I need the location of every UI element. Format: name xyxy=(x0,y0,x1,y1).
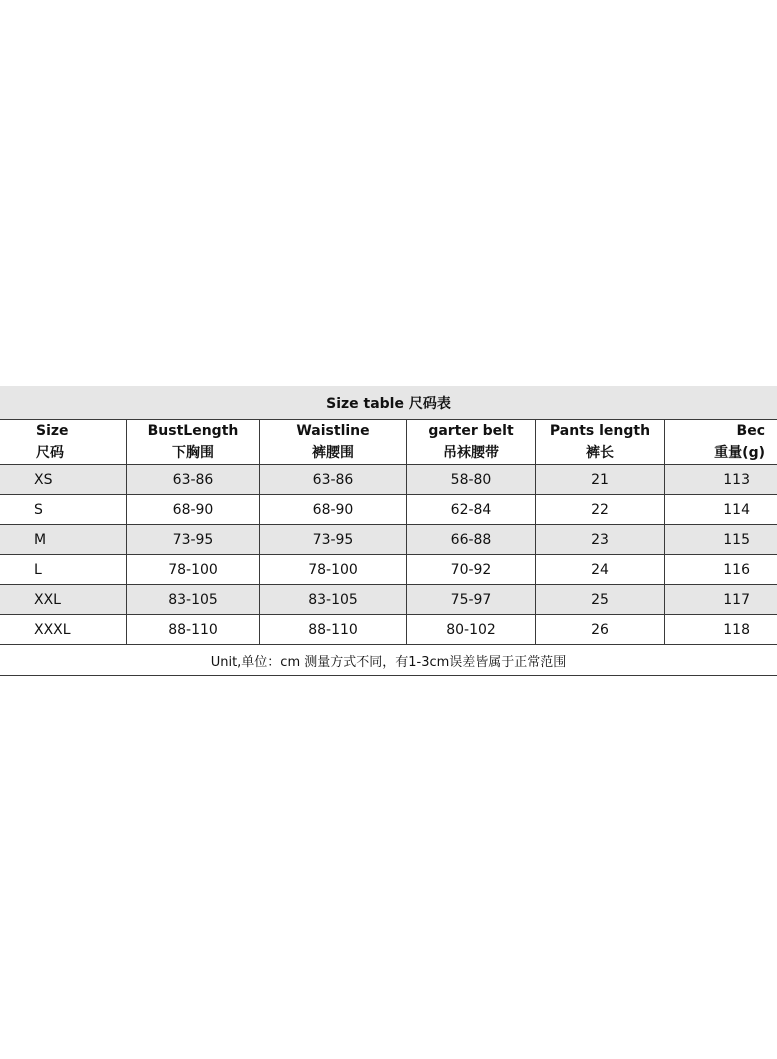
cell-pants-length: 22 xyxy=(536,495,665,525)
cell-garter-belt: 80-102 xyxy=(407,615,536,645)
cell-weight: 117 xyxy=(665,585,777,615)
cell-weight: 114 xyxy=(665,495,777,525)
cell-weight: 116 xyxy=(665,555,777,585)
header-weight xyxy=(665,419,777,465)
cell-waistline: 73-95 xyxy=(260,525,407,555)
cell-size: L xyxy=(0,555,127,585)
cell-pants-length: 25 xyxy=(536,585,665,615)
header-weight-en: Bec xyxy=(736,423,765,439)
unit-footnote: Unit,单位：cm 测量方式不同，有1-3cm误差皆属于正常范围 xyxy=(0,645,777,676)
header-row xyxy=(0,419,777,465)
header-garter-belt xyxy=(407,419,536,465)
cell-size: M xyxy=(0,525,127,555)
cell-bust-length: 78-100 xyxy=(127,555,260,585)
header-bust-length-cn: 下胸围 xyxy=(172,445,214,461)
cell-size: XS xyxy=(0,465,127,495)
cell-bust-length: 88-110 xyxy=(127,615,260,645)
table-row xyxy=(0,525,777,555)
header-pants-length-cn: 裤长 xyxy=(586,445,614,461)
cell-weight: 118 xyxy=(665,615,777,645)
cell-bust-length: 73-95 xyxy=(127,525,260,555)
cell-waistline: 88-110 xyxy=(260,615,407,645)
cell-waistline: 78-100 xyxy=(260,555,407,585)
header-size-cn: 尺码 xyxy=(36,445,64,461)
cell-pants-length: 23 xyxy=(536,525,665,555)
cell-pants-length: 21 xyxy=(536,465,665,495)
cell-weight: 115 xyxy=(665,525,777,555)
cell-size: XXXL xyxy=(0,615,127,645)
table-title: Size table 尺码表 xyxy=(0,386,777,419)
header-waistline-en: Waistline xyxy=(296,423,370,439)
size-table xyxy=(0,386,777,676)
cell-size: XXL xyxy=(0,585,127,615)
cell-waistline: 68-90 xyxy=(260,495,407,525)
header-garter-belt-cn: 吊袜腰带 xyxy=(443,445,499,461)
table-row xyxy=(0,465,777,495)
cell-size: S xyxy=(0,495,127,525)
cell-bust-length: 83-105 xyxy=(127,585,260,615)
cell-bust-length: 68-90 xyxy=(127,495,260,525)
cell-garter-belt: 66-88 xyxy=(407,525,536,555)
cell-weight: 113 xyxy=(665,465,777,495)
cell-waistline: 83-105 xyxy=(260,585,407,615)
cell-waistline: 63-86 xyxy=(260,465,407,495)
table-row xyxy=(0,555,777,585)
cell-garter-belt: 70-92 xyxy=(407,555,536,585)
cell-pants-length: 24 xyxy=(536,555,665,585)
header-size-en: Size xyxy=(36,423,69,439)
table-row xyxy=(0,585,777,615)
header-pants-length xyxy=(536,419,665,465)
cell-garter-belt: 75-97 xyxy=(407,585,536,615)
header-bust-length-en: BustLength xyxy=(147,423,239,439)
header-waistline-cn: 裤腰围 xyxy=(312,445,354,461)
header-garter-belt-en: garter belt xyxy=(428,423,514,439)
cell-pants-length: 26 xyxy=(536,615,665,645)
header-bust-length xyxy=(127,419,260,465)
header-size xyxy=(0,419,127,465)
header-weight-cn: 重量(g) xyxy=(714,445,765,461)
table-row xyxy=(0,495,777,525)
header-pants-length-en: Pants length xyxy=(549,423,651,439)
header-waistline xyxy=(260,419,407,465)
table-row xyxy=(0,615,777,645)
cell-garter-belt: 62-84 xyxy=(407,495,536,525)
cell-garter-belt: 58-80 xyxy=(407,465,536,495)
cell-bust-length: 63-86 xyxy=(127,465,260,495)
